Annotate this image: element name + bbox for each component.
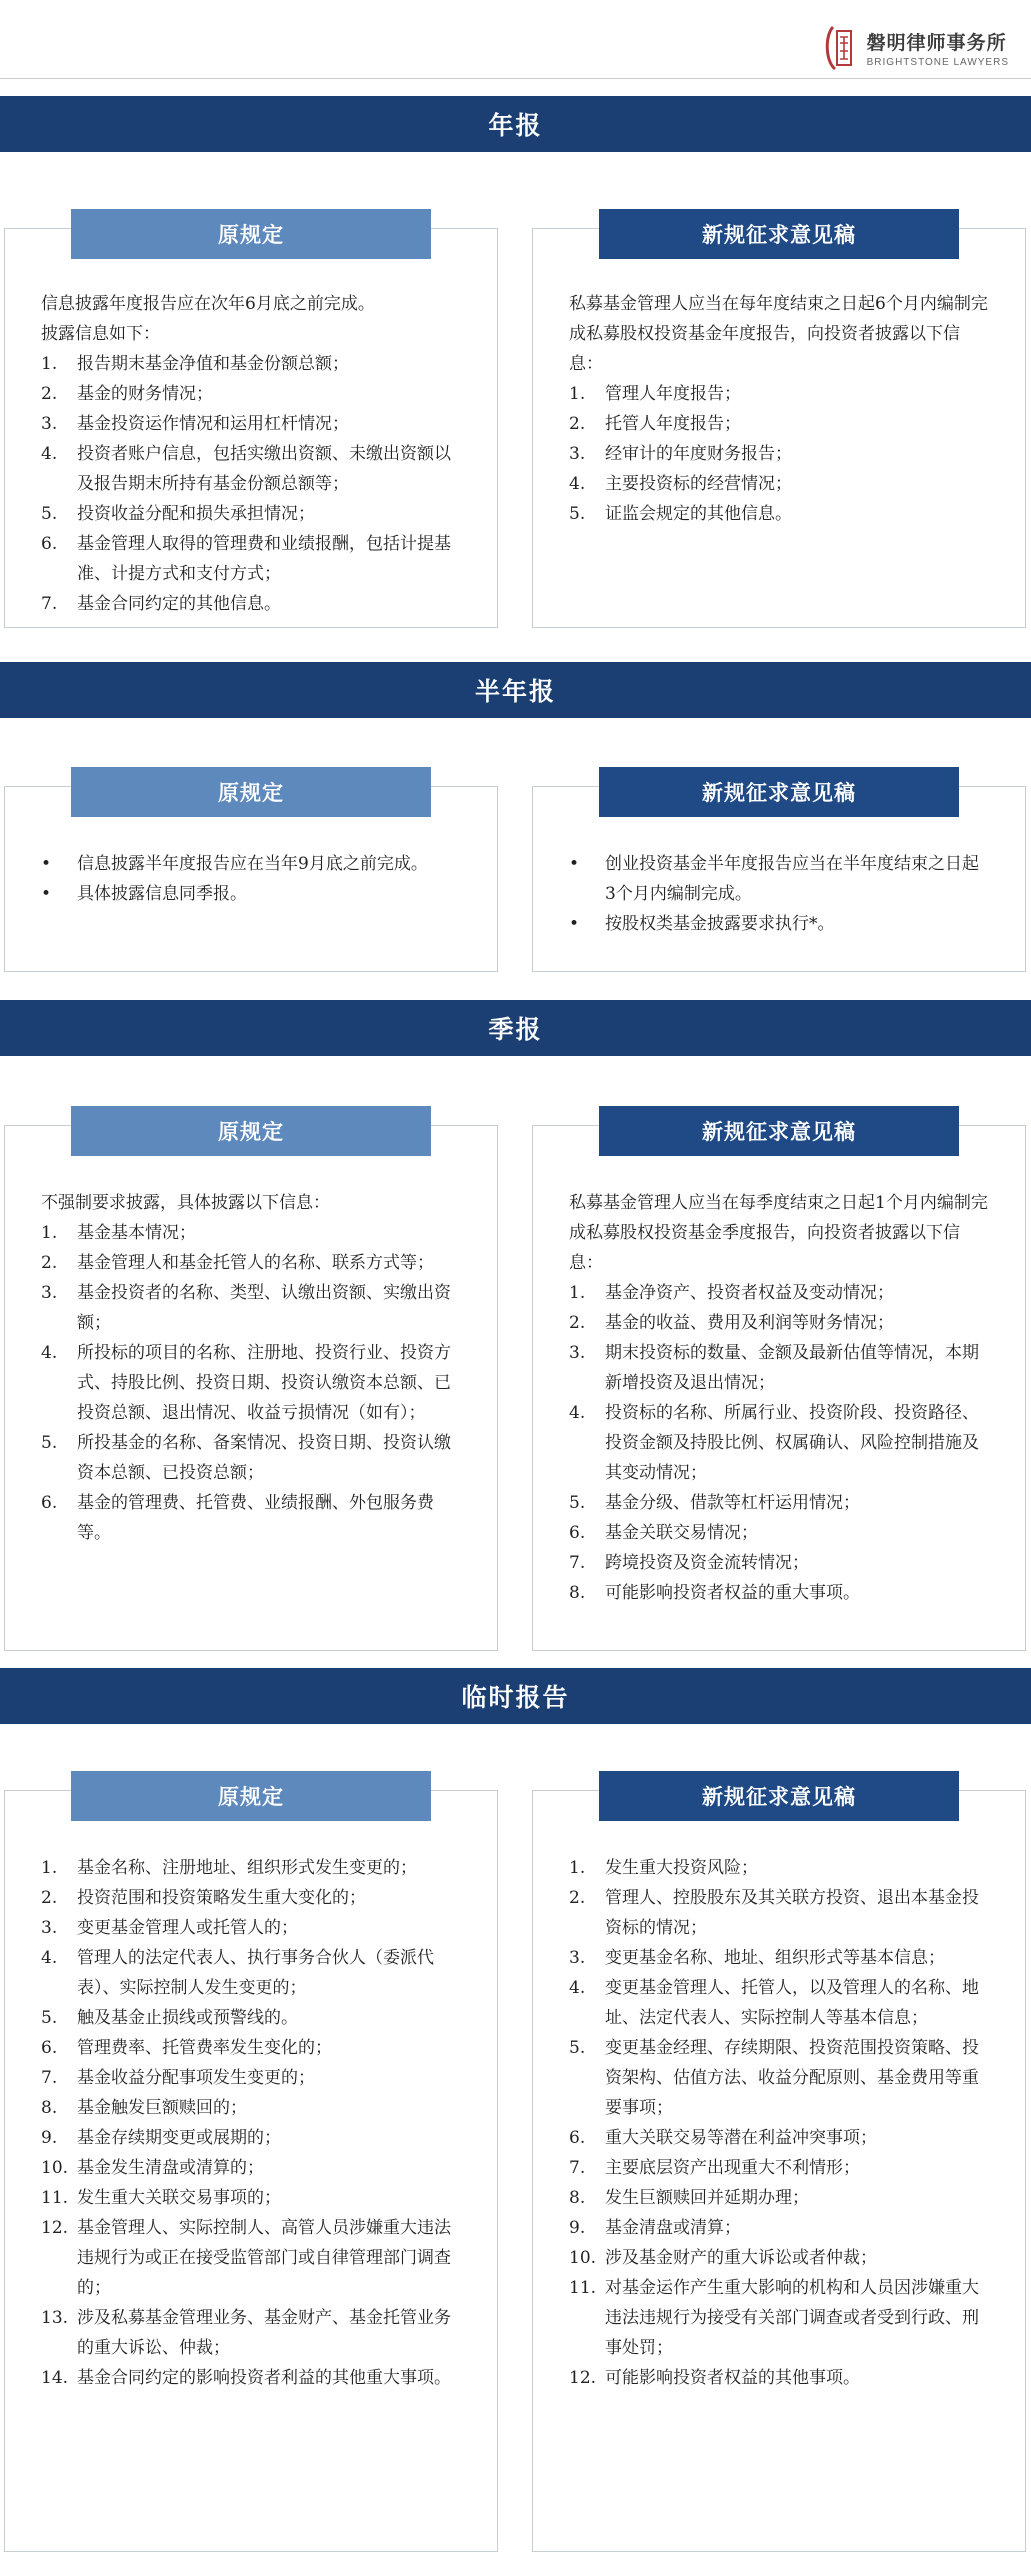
list-item: 1. 报告期末基金净值和基金份额总额； <box>41 354 349 374</box>
list-item: 5. 投资收益分配和损失承担情况； <box>41 504 315 524</box>
section-title-interim: 临时报告 <box>0 1668 1031 1724</box>
list-item: 12. 基金管理人、实际控制人、高管人员涉嫌重大违法违规行为或正在接受监管部门或自律管理部门调查的； <box>41 2218 451 2298</box>
list-item: 2. 托管人年度报告； <box>569 414 741 434</box>
list-item: 4. 主要投资标的经营情况； <box>569 474 792 494</box>
list-item: • 按股权类基金披露要求执行*。 <box>569 914 835 934</box>
list-item: 4. 管理人的法定代表人、执行事务合伙人（委派代表）、实际控制人发生变更的； <box>41 1948 434 1998</box>
section-title-semiannual: 半年报 <box>0 662 1031 718</box>
list-item: 7. 跨境投资及资金流转情况； <box>569 1553 809 1573</box>
list-item: 1. 基金名称、注册地址、组织形式发生变更的； <box>41 1858 417 1878</box>
list-item: 2. 基金的收益、费用及利润等财务情况； <box>569 1313 894 1333</box>
interim-new-box <box>532 1785 1026 2552</box>
annual-new-box <box>532 223 1026 628</box>
intro-text: 披露信息如下： <box>41 324 160 344</box>
header-divider <box>0 78 1031 79</box>
intro-text: 私募基金管理人应当在每年度结束之日起6个月内编制完成私募股权投资基金年度报告，向投资者披露以下信息： <box>569 294 988 374</box>
list-item: 11. 对基金运作产生重大影响的机构和人员因涉嫌重大违法违规行为接受有关部门调查或者受到行政、刑事处罚； <box>569 2278 979 2358</box>
list-item: 7. 主要底层资产出现重大不利情形； <box>569 2158 860 2178</box>
list-item: 5. 触及基金止损线或预警线的。 <box>41 2008 298 2028</box>
list-item: 10. 基金发生清盘或清算的； <box>41 2158 264 2178</box>
list-item: 3. 期末投资标的数量、金额及最新估值等情况，本期新增投资及退出情况； <box>569 1343 979 1393</box>
interim-new-list <box>569 1853 989 2393</box>
list-item: 2. 投资范围和投资策略发生重大变化的； <box>41 1888 366 1908</box>
label-new: 新规征求意见稿 <box>599 1771 959 1821</box>
list-item: 11. 发生重大关联交易事项的； <box>41 2188 281 2208</box>
interim-old-content <box>41 1853 461 2393</box>
list-item: 7. 基金收益分配事项发生变更的； <box>41 2068 315 2088</box>
list-item: 1. 基金基本情况； <box>41 1223 196 1243</box>
list-item: 13. 涉及私募基金管理业务、基金财产、基金托管业务的重大诉讼、仲裁； <box>41 2308 451 2358</box>
label-old: 原规定 <box>71 209 431 259</box>
annual-new-list <box>569 379 989 529</box>
intro-text: 不强制要求披露，具体披露以下信息： <box>41 1193 330 1213</box>
brand-name-en: BRIGHTSTONE LAWYERS <box>866 57 1009 68</box>
list-item: 8. 发生巨额赎回并延期办理； <box>569 2188 809 2208</box>
quarterly-old-box <box>4 1120 498 1651</box>
list-item: 3. 变更基金名称、地址、组织形式等基本信息； <box>569 1948 945 1968</box>
list-item: • 信息披露半年度报告应在当年9月底之前完成。 <box>41 854 428 874</box>
interim-old-box <box>4 1785 498 2552</box>
list-item: 2. 管理人、控股股东及其关联方投资、退出本基金投资标的情况； <box>569 1888 979 1938</box>
interim-new-content <box>569 1853 989 2393</box>
annual-old-content <box>41 289 461 619</box>
list-item: 6. 管理费率、托管费率发生变化的； <box>41 2038 332 2058</box>
list-item: • 创业投资基金半年度报告应当在半年度结束之日起3个月内编制完成。 <box>569 854 979 904</box>
list-item: 7. 基金合同约定的其他信息。 <box>41 594 281 614</box>
list-item: 6. 基金的管理费、托管费、业绩报酬、外包服务费等。 <box>41 1493 434 1543</box>
list-item: 8. 基金触发巨额赎回的； <box>41 2098 247 2118</box>
list-item: 4. 变更基金管理人、托管人，以及管理人的名称、地址、法定代表人、实际控制人等基本信息； <box>569 1978 979 2028</box>
brand-name-cn: 磐明律师事务所 <box>866 32 1007 54</box>
label-old: 原规定 <box>71 767 431 817</box>
list-item: 5. 变更基金经理、存续期限、投资范围投资策略、投资架构、估值方法、收益分配原则、基金费用等重要事项； <box>569 2038 979 2118</box>
label-new: 新规征求意见稿 <box>599 1106 959 1156</box>
list-item: 3. 变更基金管理人或托管人的； <box>41 1918 298 1938</box>
list-item: 2. 基金的财务情况； <box>41 384 213 404</box>
interim-old-list <box>41 1853 461 2393</box>
quarterly-new-box <box>532 1120 1026 1651</box>
intro-text: 信息披露年度报告应在次年6月底之前完成。 <box>41 294 375 314</box>
semiannual-old-list <box>41 849 461 909</box>
list-item: 4. 投资者账户信息，包括实缴出资额、未缴出资额以及报告期末所持有基金份额总额等； <box>41 444 451 494</box>
list-item: 4. 投资标的名称、所属行业、投资阶段、投资路径、投资金额及持股比例、权属确认、风险控制措施及其变动情况； <box>569 1403 979 1483</box>
annual-new-content <box>569 289 989 529</box>
list-item: 1. 管理人年度报告； <box>569 384 741 404</box>
list-item: 8. 可能影响投资者权益的重大事项。 <box>569 1583 860 1603</box>
quarterly-new-list <box>569 1278 989 1608</box>
list-item: 3. 经审计的年度财务报告； <box>569 444 792 464</box>
label-old: 原规定 <box>71 1771 431 1821</box>
semiannual-new-content <box>569 849 989 939</box>
list-item: 1. 发生重大投资风险； <box>569 1858 758 1878</box>
list-item: 14. 基金合同约定的影响投资者利益的其他重大事项。 <box>41 2368 451 2388</box>
list-item: 6. 重大关联交易等潜在利益冲突事项； <box>569 2128 877 2148</box>
section-title-annual: 年报 <box>0 96 1031 152</box>
label-new: 新规征求意见稿 <box>599 209 959 259</box>
list-item: 12. 可能影响投资者权益的其他事项。 <box>569 2368 860 2388</box>
intro-text: 私募基金管理人应当在每季度结束之日起1个月内编制完成私募股权投资基金季度报告，向投资者披露以下信息： <box>569 1193 988 1273</box>
quarterly-old-list <box>41 1218 461 1548</box>
list-item: 5. 所投基金的名称、备案情况、投资日期、投资认缴资本总额、已投资总额； <box>41 1433 451 1483</box>
list-item: 3. 基金投资者的名称、类型、认缴出资额、实缴出资额； <box>41 1283 451 1333</box>
semiannual-old-box <box>4 781 498 972</box>
list-item: 6. 基金管理人取得的管理费和业绩报酬，包括计提基准、计提方式和支付方式； <box>41 534 451 584</box>
list-item: 1. 基金净资产、投资者权益及变动情况； <box>569 1283 894 1303</box>
list-item: 6. 基金关联交易情况； <box>569 1523 758 1543</box>
list-item: 2. 基金管理人和基金托管人的名称、联系方式等； <box>41 1253 434 1273</box>
quarterly-old-content <box>41 1188 461 1548</box>
quarterly-new-content <box>569 1188 989 1608</box>
annual-old-list <box>41 349 461 619</box>
list-item: 9. 基金存续期变更或展期的； <box>41 2128 281 2148</box>
list-item: 5. 证监会规定的其他信息。 <box>569 504 792 524</box>
semiannual-old-content <box>41 849 461 909</box>
label-new: 新规征求意见稿 <box>599 767 959 817</box>
brand-logo <box>823 18 1009 78</box>
section-title-quarterly: 季报 <box>0 1000 1031 1056</box>
semiannual-new-list <box>569 849 989 939</box>
list-item: 5. 基金分级、借款等杠杆运用情况； <box>569 1493 860 1513</box>
semiannual-new-box <box>532 781 1026 972</box>
list-item: • 具体披露信息同季报。 <box>41 884 247 904</box>
list-item: 9. 基金清盘或清算； <box>569 2218 741 2238</box>
seal-logo-icon <box>823 23 857 73</box>
annual-old-box <box>4 223 498 628</box>
label-old: 原规定 <box>71 1106 431 1156</box>
list-item: 4. 所投标的项目的名称、注册地、投资行业、投资方式、持股比例、投资日期、投资认缴资本总额、已投资总额、退出情况、收益亏损情况（如有）； <box>41 1343 451 1423</box>
list-item: 10. 涉及基金财产的重大诉讼或者仲裁； <box>569 2248 877 2268</box>
list-item: 3. 基金投资运作情况和运用杠杆情况； <box>41 414 349 434</box>
